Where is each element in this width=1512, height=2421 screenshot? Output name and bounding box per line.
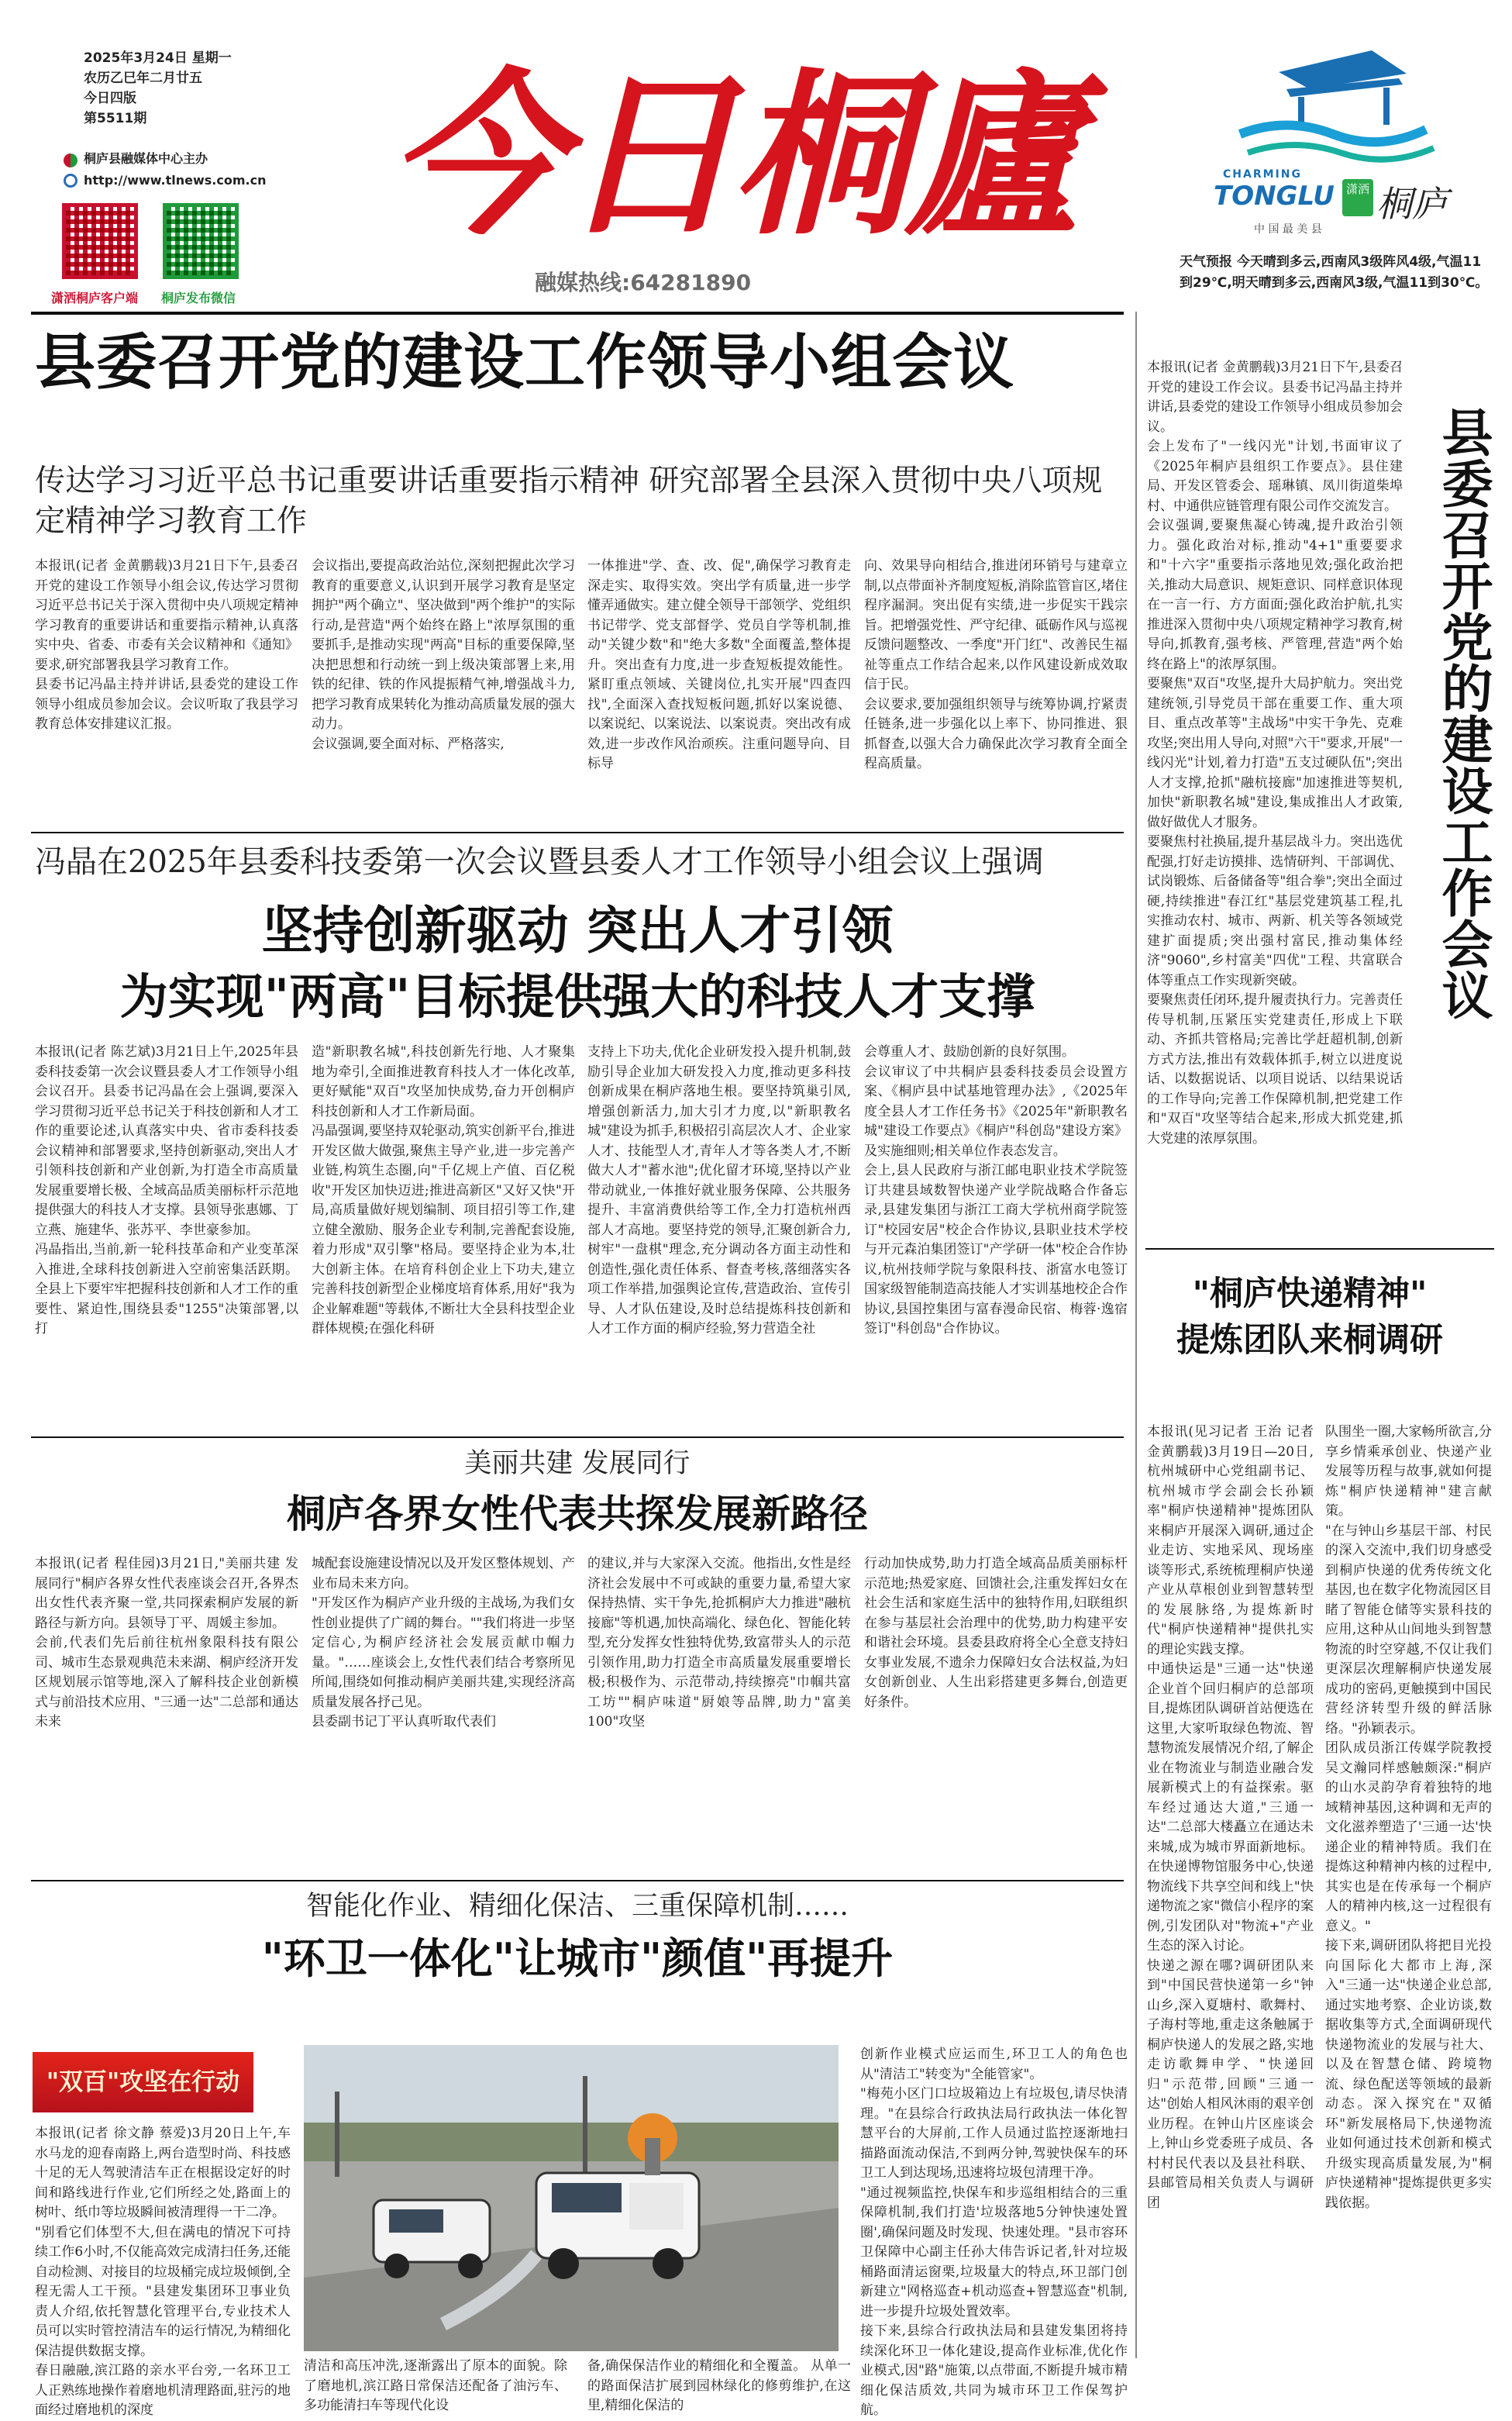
story3-headline: 桐庐各界女性代表共探发展新路径 [287, 1492, 868, 1536]
story3-col-4: 行动加快成势,助力打造全域高品质美丽标杆示范地;热爱家庭、回馈社会,注重发挥妇女在社会生活和家庭生活中的独特作用,妇联组织在参与基层社会治理中的优势,助力构建平安和谐社会环境。县委县政府将全心全意支持妇女事业发展,不遗余力保障妇女合法权益,为妇女创新创业、人生出彩搭建更多舞台,创造更好条件。 [864, 1556, 1128, 1710]
lead-headline: 县委召开党的建设工作领导小组会议 [35, 328, 1015, 398]
website-link[interactable]: http://www.tlnews.com.cn [84, 173, 267, 188]
story4-kicker: 智能化作业、精细化保洁、三重保障机制…… [305, 1891, 849, 1922]
side-story1-body: 本报讯(记者 金黄鹏载)3月21日下午,县委召开党的建设工作会议。县委书记冯晶主持并讲话,县委党的建设工作领导小组成员参加会议。 会上发布了"一线闪光"计划,书面审议了《2025年桐庐县组织工作要点》。县住建局、开发区管委会、瑶琳镇、凤川街道柴埠村、中通供应链管理有限公司作交流发言。 会议强调,要聚焦凝心铸魂,提升政治引领力。强化政治对标,推动"4+1"重要要求和"十六字"重要指示落地见效;强化政治把关,推动大局意识、规矩意识、同样意识体现在一言一行、方方面面;强化政治护航,扎实推进深入贯彻中央八项规定精神学习教育,树导向,抓教育,强考核、严管理,营造"两个始终在路上"的浓厚氛围。 要聚焦"双百"攻坚,提升大局护航力。突出党建统领,引导党员干部在重要工作、重大项目、重点改革等"主战场"中实干争先、克难攻坚;突出用人导向,对照"六干"要求,开展"一线闪光"计划,着力打造"五支过硬队伍";突出人才支撑,抢抓"融杭接廊"加速推进等契机,加快"新职教名城"建设,集成推出人才政策,做好做优人才服务。 要聚焦村社换届,提升基层战斗力。突出选优配强,打好走访摸排、选情研判、干部调优、试岗锻炼、后备储备等"组合拳";突出全面过硬,持续推进"春江红"基层党建筑基工程,扎实推动农村、城市、两新、机关等各领域党建扩面提质;突出强村富民,推动集体经济"9060",乡村富美"四优"工程、共富联合体等重点工作实现新突破。 要聚焦责任闭环,提升履责执行力。完善责任传导机制,压紧压实党建责任,形成上下联动、齐抓共管格局;完善比学赶超机制,创新方式方法,推出有效载体抓手,树立以进度说话、以数据说话、以项目说话、以结果说话的工作导向;完善工作保障机制,把党建工作和"双百"攻坚等结合起来,形成大抓党建,抓大党建的浓厚氛围。 [1147, 360, 1403, 1147]
story4-col-1: 本报讯(记者 徐文静 蔡爱)3月20日上午,车水马龙的迎春南路上,两台造型时尚、科技感十足的无人驾驶清洁车正在根据设定好的时间和路线进行作业,它们所经之处,路面上的树叶、纸巾等垃圾瞬间被清理得一干二净。 "别看它们体型不大,但在满电的情况下可持续工作6小时,不仅能高效完成清扫任务,还能自动检测、对接目的垃圾桶完成垃圾倾倒,全程无需人工干预。"县建发集团环卫事业负责人介绍,依托智慧化管理平台,专业技术人员可以实时管控清洁车的运行情况,为精细化保洁提供数据支撑。 春日融融,滨江路的亲水平台旁,一名环卫工人正熟练地操作着磨地机清理路面,驻污的地面经过磨地机的深度 [35, 2126, 291, 2418]
story4-col-2: 清洁和高压冲洗,逐渐露出了原本的面貌。除了磨地机,滨江路日常保洁还配备了油污车、多功能清扫车等现代化设 [304, 2358, 567, 2413]
story4-col-3: 创新作业模式应运而生,环卫工人的角色也从"清洁工"转变为"全能管家"。 "梅苑小区门口垃圾箱边上有垃圾包,请尽快清理。"在县综合行政执法局行政执法一体化智慧平台的大屏前,工作人员通过监控逐渐地扫描路面流动保洁,不到两分钟,驾驶快保车的环卫工人到达现场,迅速将垃圾包清理干净。 "通过视频监控,快保车和步巡组相结合的三重保障机制,我们打造'垃圾落地5分钟快速处置圈',确保问题及时发现、快速处理。"县市容环卫保障中心副主任孙大伟告诉记者,针对垃圾桶路面清运窗栗,垃圾量大的特点,环卫部门创新建立"网格巡查+机动巡查+智慧巡查"机制,进一步提升垃圾处置效率。 接下来,县综合行政执法局和县建发集团将持续深化环卫一体化建设,提高作业标准,优化作业模式,因"路"施策,以点带面,不断提升城市精细化保洁质效,共同为城市环卫工作保驾护航。 [860, 2047, 1128, 2418]
story3-col-1: 本报讯(记者 程佳园)3月21日,"美丽共建 发展同行"桐庐各界女性代表座谈会召开,各界杰出女性代表齐聚一堂,共同探索桐庐发展的新路径与新方向。县领导丁平、周媛主参加。 会前,代表们先后前往杭州象限科技有限公司、城市生态景观典范未来湖、桐庐经济开发区规划展示馆等地,深入了解科技企业创新模式与前沿技术应用、"三通一达"二总部和通达未来 [35, 1556, 298, 1730]
media-hotline: 融媒热线:64281890 [535, 270, 752, 295]
edition-info [84, 48, 316, 129]
side-story1-headline: 县委召开党的建设工作会议 [1433, 406, 1493, 1020]
story3-col-3: 的建议,并与大家深入交流。他指出,女性是经济社会发展中不可或缺的重要力量,希望大家保持热情、实干争先,抢抓桐庐大力推进"融杭接廊"等机遇,加快高端化、绿色化、智能化转型,充分发挥女性独特优势,致富带头人的示范引领作用,助力打造全市高质量发展重要增长极;积极作为、示范带动,持续擦亮"巾帼共富工坊""桐庐味道"厨娘等品牌,助力"富美100"攻坚 [587, 1556, 851, 1730]
story2-col-4: 会尊重人才、鼓励创新的良好氛围。 会议审议了中共桐庐县委科技委员会设置方案、《桐庐县中试基地管理办法》,《2025年度全县人才工作任务书》《2025年"新职教名城"建设工作要点》《桐庐"科创岛"建设方案》及实施细则;相关单位作表态发言。 会上,县人民政府与浙江邮电职业技术学院签订共建县域数智快递产业学院战略合作备忘录,县建发集团与浙江工商大学杭州商学院签订"校园安居"校企合作协议,县职业技术学校与开元森泊集团签订"产学研一体"校企合作协议,杭州技师学院与象限科技、浙富水电签订国家级智能制造高技能人才实训基地校企合作协议,县国控集团与富春漫命民宿、梅蓉·逸宿签订"科创岛"合作协议。 [864, 1044, 1128, 1336]
side-story2-col-1: 本报讯(见习记者 王治 记者 金黄鹏载)3月19日—20日,杭州城研中心党组副书记、杭州城市学会副会长孙颖率"桐庐快递精神"提炼团队来桐庐开展深入调研,通过企业走访、实地采风、现场座谈等形式,系统梳理桐庐快递产业从草根创业到智慧转型的发展脉络,为提炼新时代"桐庐快递精神"提供扎实的理论实践支撑。 中通快运是"三通一达"快递企业首个回归桐庐的总部项目,提炼团队调研首站便选在这里,大家听取绿色物流、智慧物流发展情况介绍,了解企业在物流业与制造业融合发展新模式上的有益探索。驱车经过通达大道,"三通一达"二总部大楼矗立在通达未来城,成为城市界面新地标。在快递博物馆服务中心,快递物流线下共享空间和线上"快递物流之家"微信小程序的案例,引发团队对"物流+"产业生态的深入讨论。 快递之源在哪?调研团队来到"中国民营快递第一乡"钟山乡,深入夏塘村、歌舞村、子海村等地,重走这条触属于桐庐快递人的发展之路,实地走访歌舞申学、"快递回归"示范带,回顾"三通一达"创始人相风沐雨的艰辛创业历程。在钟山片区座谈会上,钟山乡党委班子成员、各村村民代表以及县社科联、县邮管局相关负责人与调研团 [1147, 1424, 1314, 2211]
logo-english-1: CHARMING [1223, 168, 1302, 181]
qr-code-client-icon [62, 203, 138, 279]
story2-col-1: 本报讯(记者 陈艺斌)3月21日上午,2025年县委科技委第一次会议暨县委人才工作领导小组会议召开。县委书记冯晶在会上强调,要深入学习贯彻习近平总书记关于科技创新和人才工作的重要论述,认真落实中央、省市委科技委会议精神和部署要求,坚持创新驱动,突出人才引领科技创新和产业创新,为打造全市高质量发展重要增长极、全域高品质美丽标杆示范地提供强大的科技人才支撑。县领导张惠娜、丁立燕、施建华、张苏平、李世豪参加。 冯晶指出,当前,新一轮科技革命和产业变革深入推进,全球科技创新进入空前密集活跃期。全县上下要牢牢把握科技创新和人才工作的重要性、紧迫性,围绕县委"1255"决策部署,以打 [35, 1044, 298, 1336]
story2-col-3: 支持上下功夫,优化企业研发投入提升机制,鼓励引导企业加大研发投入力度,推动更多科技创新成果在桐庐落地生根。要坚持筑巢引凤,增强创新活力,加大引才力度,以"新职教名城"建设为抓手,积极招引高层次人才、企业家人才、技能型人才,青年人才等各类人才,不断做大人才"蓄水池";优化留才环境,坚持以产业带动就业,一体推好就业服务保障、公共服务提升、丰富消费供给等工作,全力打造杭州西部人才高地。要坚持党的领导,汇聚创新合力,树牢"一盘棋"理念,充分调动各方面主动性和创造性,强化责任体系、督查考核,落细落实各项工作举措,加强舆论宣传,营造政治、宣传引导、人才队伍建设,及时总结提炼科技创新和人才工作方面的桐庐经验,努力营造全社 [587, 1044, 851, 1336]
story3-col-2: 城配套设施建设情况以及开发区整体规划、产业布局未来方向。 "开发区作为桐庐产业升级的主战场,为我们女性创业提供了广阔的舞台。""我们将进一步坚定信心,为桐庐经济社会发展贡献巾帼力量。"……座谈会上,女性代表们结合考察所见所闻,围绕如何推动桐庐美丽共建,实现经济高质量发展各抒己见。 县委副书记丁平认真听取代表们 [312, 1556, 575, 1730]
date-line: 2025年3月24日 星期一 [84, 50, 232, 66]
pages-line: 今日四版 [84, 91, 136, 106]
tonglu-logo [1193, 35, 1457, 244]
side-story2-headline-2: 提炼团队来桐调研 [1176, 1321, 1443, 1360]
story2-col-2: 造"新职教名城",科技创新先行地、人才聚集地为牵引,全面推进教育科技人才一体化改革,更好赋能"双百"攻坚加快成势,奋力开创桐庐科技创新和人才工作新局面。 冯晶强调,要坚持双轮驱动,筑实创新平台,推进开发区做大做强,聚焦主导产业,进一步完善产业链,构筑生态圈,向"千亿规上产值、百亿税收"开发区加快迈进;推进高新区"又好又快"开局,高质量做好规划编制、项目招引等工作,建立健全激励、服务企业专利制,完善配套设施,着力形成"双引擎"格局。要坚持企业为本,壮大创新主体。在培育科创企业上下功夫,建立完善科技创新型企业梯度培育体系,用好"我为企业解难题"等载体,不断壮大全县科技型企业群体规模;在强化科研 [312, 1044, 575, 1336]
lead-col-3: 一体推进"学、查、改、促",确保学习教育走深走实、取得实效。突出学有质量,进一步学懂弄通做实。建立健全领导干部领学、党组织书记带学、党支部督学、党员自学等机制,推动"关键少数"和"绝大多数"全面覆盖,整体提升。突出查有力度,进一步查短板提效能性。紧盯重点领域、关键岗位,扎实开展"四查四找",全面深入查找短板问题,抓好以案说德、以案说纪、以案说法、以案说责。突出改有成效,进一步改作风治顽疾。注重问题导向、目标导 [587, 558, 851, 771]
logo-badge: 潇洒 [1342, 179, 1373, 216]
section-divider [31, 832, 1124, 833]
weather-forecast: 天气预报 今天晴到多云,西南风3级阵风4级,气温11到29℃,明天晴到多云,西南风3级,气温11到30℃。 [1180, 254, 1489, 291]
story2-headline-1: 坚持创新驱动 突出人才引领 [261, 901, 894, 960]
issue-number: 第5511期 [84, 111, 147, 126]
story2-headline-2: 为实现"两高"目标提供强大的科技人才支撑 [119, 968, 1035, 1025]
campaign-banner: "双百"攻坚在行动 [33, 2052, 253, 2112]
lead-col-2: 会议指出,要提高政治站位,深刻把握此次学习教育的重要意义,认识到开展学习教育是坚定拥护"两个确立"、坚决做到"两个维护"的实际行动,是营造"两个始终在路上"浓厚氛围的重要抓手,是推动实现"两高"目标的重要保障,坚决把思想和行动统一到上级决策部署上来,用铁的纪律、铁的作风提振精气神,增强战斗力,把学习教育成果转化为推动高质量发展的强大动力。 会议强调,要全面对标、严格落实, [312, 558, 575, 752]
lunar-date-line: 农历乙巳年二月廿五 [84, 71, 202, 86]
globe-icon [64, 174, 77, 188]
qr-caption-client: 潇洒桐庐客户端 [51, 291, 139, 305]
lead-subheadline: 传达学习习近平总书记重要讲话重要指示精神 研究部署全县深入贯彻中央八项规定精神学习教育工作 [35, 464, 1103, 539]
street-cleaning-photo [304, 2045, 839, 2351]
story2-kicker: 冯晶在2025年县委科技委第一次会议暨县委人才工作领导小组会议上强调 [35, 844, 1044, 880]
publisher-name: 桐庐县融媒体中心主办 [84, 151, 208, 166]
lead-col-4: 向、效果导向相结合,推进闭环销号与建章立制,以点带面补齐制度短板,消除监管盲区,堵住程序漏洞。突出促有实绩,进一步促实干践宗旨。把增强党性、严守纪律、砥砺作风与巡视反馈问题整改、一季度"开门红"、改善民生福祉等重点工作结合起来,以作风建设新成效取信于民。 会议要求,要加强组织领导与统筹协调,拧紧责任链条,进一步强化以上率下、协同推进、狠抓督查,以强大合力确保此次学习教育全面全程高质量。 [864, 558, 1128, 771]
story3-kicker: 美丽共建 发展同行 [464, 1448, 691, 1479]
lead-col-1: 本报讯(记者 金黄鹏载)3月21日下午,县委召开党的建设工作领导小组会议,传达学习贯彻习近平总书记关于深入贯彻中央八项规定精神学习教育的重要讲话和重要指示精神,认真落实中央、省委、市委有关会议精神和《通知》要求,研究部署我县学习教育工作。 县委书记冯晶主持并讲话,县委党的建设工作领导小组成员参加会议。会议听取了我县学习教育总体安排建议汇报。 [35, 558, 298, 732]
logo-chinese: 桐庐 [1376, 183, 1448, 225]
cleaning-vehicles-illustration [304, 2045, 839, 2351]
section-divider [31, 1436, 1124, 1438]
qr-caption-wechat: 桐庐发布微信 [161, 291, 236, 305]
newspaper-title: 今日桐廬 [388, 51, 1076, 259]
logo-tagline: 中 国 最 美 县 [1254, 223, 1322, 236]
side-story2-headline-1: "桐庐快递精神" [1192, 1274, 1428, 1313]
logo-english-2: TONGLU [1214, 181, 1335, 212]
masthead-divider [31, 312, 1124, 315]
story4-col-3a: 备,确保保洁作业的精细化和全覆盖。 从单一的路面保洁扩展到园林绿化的修剪维护,在这里,精细化保洁的 [587, 2358, 851, 2413]
publisher-logo-icon [64, 153, 77, 167]
side-story2-col-2: 队围坐一圈,大家畅所欲言,分享乡情乘承创业、快递产业发展等历程与故事,就如何提炼"桐庐快递精神"建言献策。 "在与钟山乡基层干部、村民的深入交流中,我们切身感受到桐庐快递的优秀传统文化基因,也在数字化物流园区目睹了智能仓储等实景科技的应用,这种从山间地头到智慧物流的时空穿越,不仅让我们更深层次理解桐庐快递发展成功的密码,更触摸到中国民营经济转型升级的鲜活脉络。"孙颖表示。 团队成员浙江传媒学院教授吴文瀚同样感触颇深:"桐庐的山水灵韵孕育着独特的地域精神基因,这种调和无声的文化滋养塑造了'三通一达'快递企业的精神特质。我们在提炼这种精神内核的过程中,其实也是在传承每一个桐庐人的精神内核,这一过程很有意义。" 接下来,调研团队将把目光投向国际化大都市上海,深入"三通一达"快递企业总部,通过实地考察、企业访谈,数据收集等方式,全面调研现代快递物流业的发展与社大、以及在智慧仓储、跨境物流、绿色配送等领域的最新动态。深入探究在"双循环"新发展格局下,快递物流业如何通过技术创新和模式升级实现高质量发展,为"桐庐快递精神"提炼提供更多实践依据。 [1325, 1424, 1492, 2211]
section-divider [1145, 1248, 1494, 1250]
story4-headline: "环卫一体化"让城市"颜值"再提升 [261, 1934, 894, 1983]
section-divider [31, 1880, 1124, 1881]
qr-code-wechat-icon [163, 203, 239, 279]
